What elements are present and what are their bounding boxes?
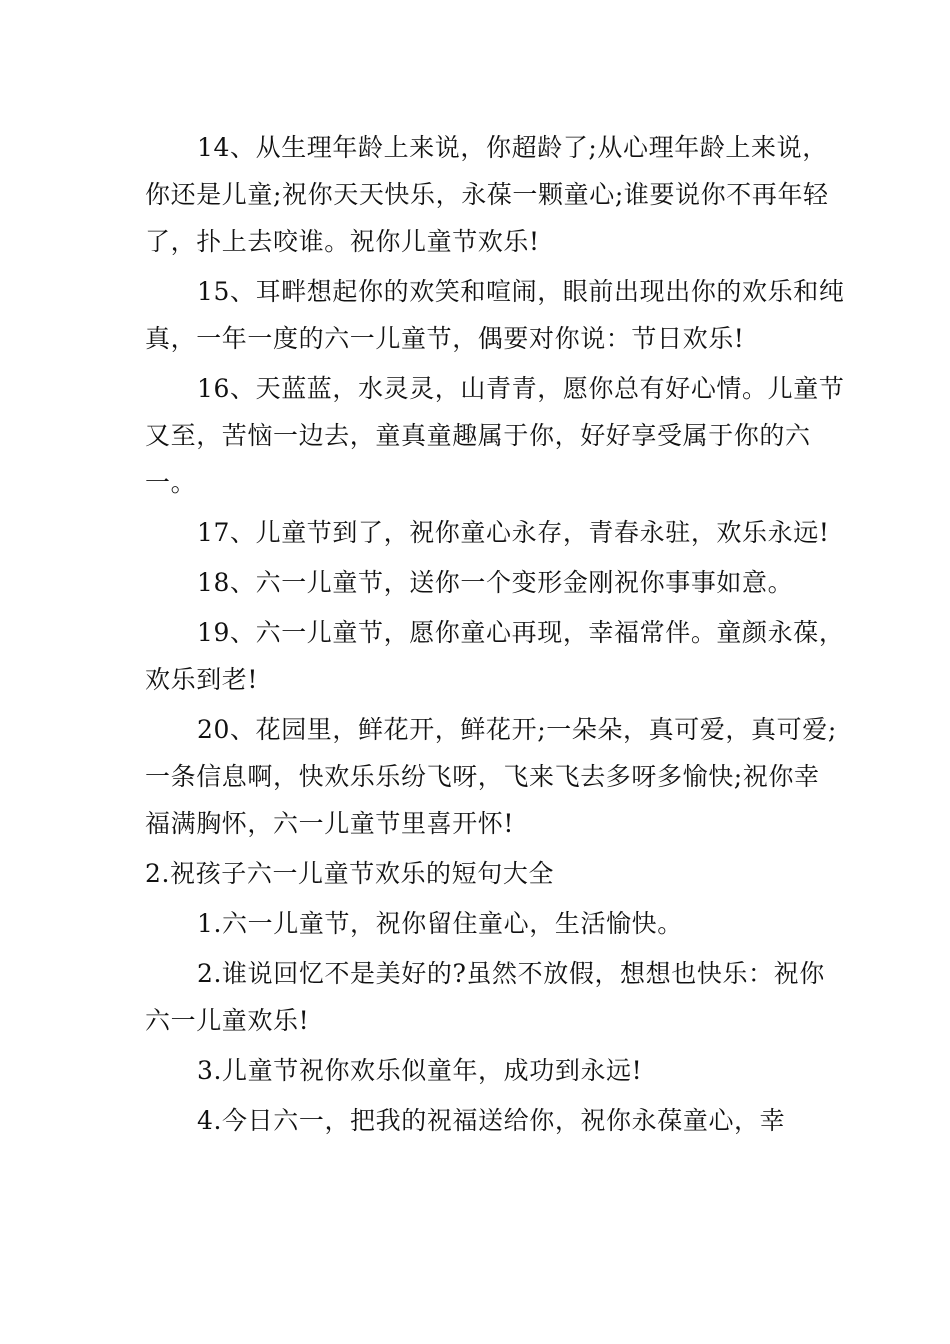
paragraph-15: 15、耳畔想起你的欢笑和喧闹，眼前出现出你的欢乐和纯真，一年一度的六一儿童节，偶要对你说：节日欢乐!: [145, 277, 845, 353]
short-item-2: 2.谁说回忆不是美好的?虽然不放假，想想也快乐：祝你六一儿童欢乐!: [145, 959, 825, 1035]
paragraph-18: 18、六一儿童节，送你一个变形金刚祝你事事如意。: [197, 568, 794, 597]
short-item-3: 3.儿童节祝你欢乐似童年，成功到永远!: [197, 1056, 643, 1085]
document-body: [145, 124, 845, 1147]
short-item-4: 4.今日六一，把我的祝福送给你，祝你永葆童心，幸: [197, 1106, 786, 1135]
paragraph-17: 17、儿童节到了，祝你童心永存，青春永驻，欢乐永远!: [197, 518, 830, 547]
paragraph-20: 20、花园里，鲜花开，鲜花开;一朵朵，真可爱，真可爱;一条信息啊，快欢乐乐纷飞呀，飞来飞去多呀多愉快;祝你幸福满胸怀，六一儿童节里喜开怀!: [145, 715, 837, 838]
short-item-1: 1.六一儿童节，祝你留住童心，生活愉快。: [197, 909, 683, 938]
paragraph-14: 14、从生理年龄上来说，你超龄了;从心理年龄上来说，你还是儿童;祝你天天快乐，永葆一颗童心;谁要说你不再年轻了，扑上去咬谁。祝你儿童节欢乐!: [145, 133, 829, 256]
paragraph-16: 16、天蓝蓝，水灵灵，山青青，愿你总有好心情。儿童节又至，苦恼一边去，童真童趣属于你，好好享受属于你的六一。: [145, 374, 845, 497]
paragraph-19: 19、六一儿童节，愿你童心再现，幸福常伴。童颜永葆，欢乐到老!: [145, 618, 845, 694]
section-heading: 2.祝孩子六一儿童节欢乐的短句大全: [145, 859, 555, 888]
